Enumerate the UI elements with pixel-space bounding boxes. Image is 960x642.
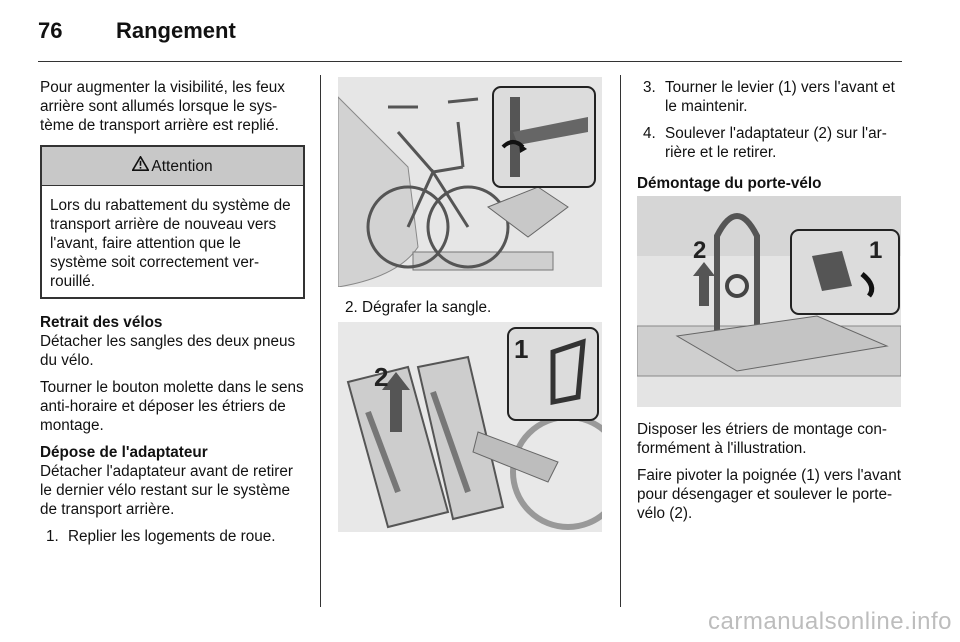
section-retrait-text bbox=[40, 313, 304, 370]
warning-triangle-icon bbox=[132, 156, 149, 176]
paragraph-faire-pivoter: Faire pivoter la poignée (1) vers l'avant pour désengager et soulever le porte-vélo (2). bbox=[637, 467, 901, 522]
paragraph-disposer: Disposer les étriers de montage con-formément à l'illustration. bbox=[637, 421, 887, 457]
list-item: 3. Tourner le levier (1) vers l'avant et le maintenir. bbox=[643, 79, 895, 115]
steps-list-1 bbox=[40, 527, 304, 546]
header-divider bbox=[38, 61, 902, 62]
step-2: 2. Dégrafer la sangle. bbox=[345, 299, 492, 316]
page-number: 76 bbox=[38, 18, 63, 43]
label-1: 1 bbox=[514, 334, 529, 364]
column-divider-1 bbox=[320, 75, 321, 607]
warning-box bbox=[40, 145, 305, 299]
steps-list-3 bbox=[637, 78, 905, 162]
warning-title: Attention bbox=[151, 157, 213, 175]
column-3 bbox=[637, 78, 905, 201]
illustration-carrier-removal bbox=[637, 196, 901, 407]
section-demontage-heading: Démontage du porte-vélo bbox=[637, 175, 822, 192]
watermark: carmanualsonline.info bbox=[708, 608, 952, 635]
section-retrait-body: Détacher les sangles des deux pneus du vélo. bbox=[40, 333, 296, 369]
warning-header bbox=[42, 147, 303, 186]
section-retrait-text-2: Tourner le bouton molette dans le sens anti-horaire et déposer les étriers de montage. bbox=[40, 379, 304, 434]
label-1: 1 bbox=[869, 237, 883, 264]
column-3-bottom bbox=[637, 420, 905, 531]
illustration-wheel-trays bbox=[338, 322, 602, 532]
list-item: 4. Soulever l'adaptateur (2) sur l'ar-rière et le retirer. bbox=[643, 125, 887, 161]
section-adaptateur bbox=[40, 443, 304, 519]
warning-body: Lors du rabattement du système de transport arrière de nouveau vers l'avant, faire attention que le système soit correctement ver-rouillé. bbox=[50, 197, 291, 290]
column-1 bbox=[40, 78, 304, 554]
label-2: 2 bbox=[374, 362, 389, 392]
page-title: Rangement bbox=[116, 18, 236, 43]
section-adaptateur-heading: Dépose de l'adaptateur bbox=[40, 444, 208, 461]
illustration-bike-carrier bbox=[338, 77, 602, 287]
intro-paragraph: Pour augmenter la visibilité, les feux arrière sont allumés lorsque le sys-tème de transport arrière est replié. bbox=[40, 79, 285, 134]
label-2: 2 bbox=[693, 237, 707, 264]
section-adaptateur-body: Détacher l'adaptateur avant de retirer le dernier vélo restant sur le système de transport arrière. bbox=[40, 463, 293, 518]
column-divider-2 bbox=[620, 75, 621, 607]
list-item: 1. Replier les logements de roue. bbox=[46, 528, 276, 545]
section-retrait-heading: Retrait des vélos bbox=[40, 314, 163, 331]
